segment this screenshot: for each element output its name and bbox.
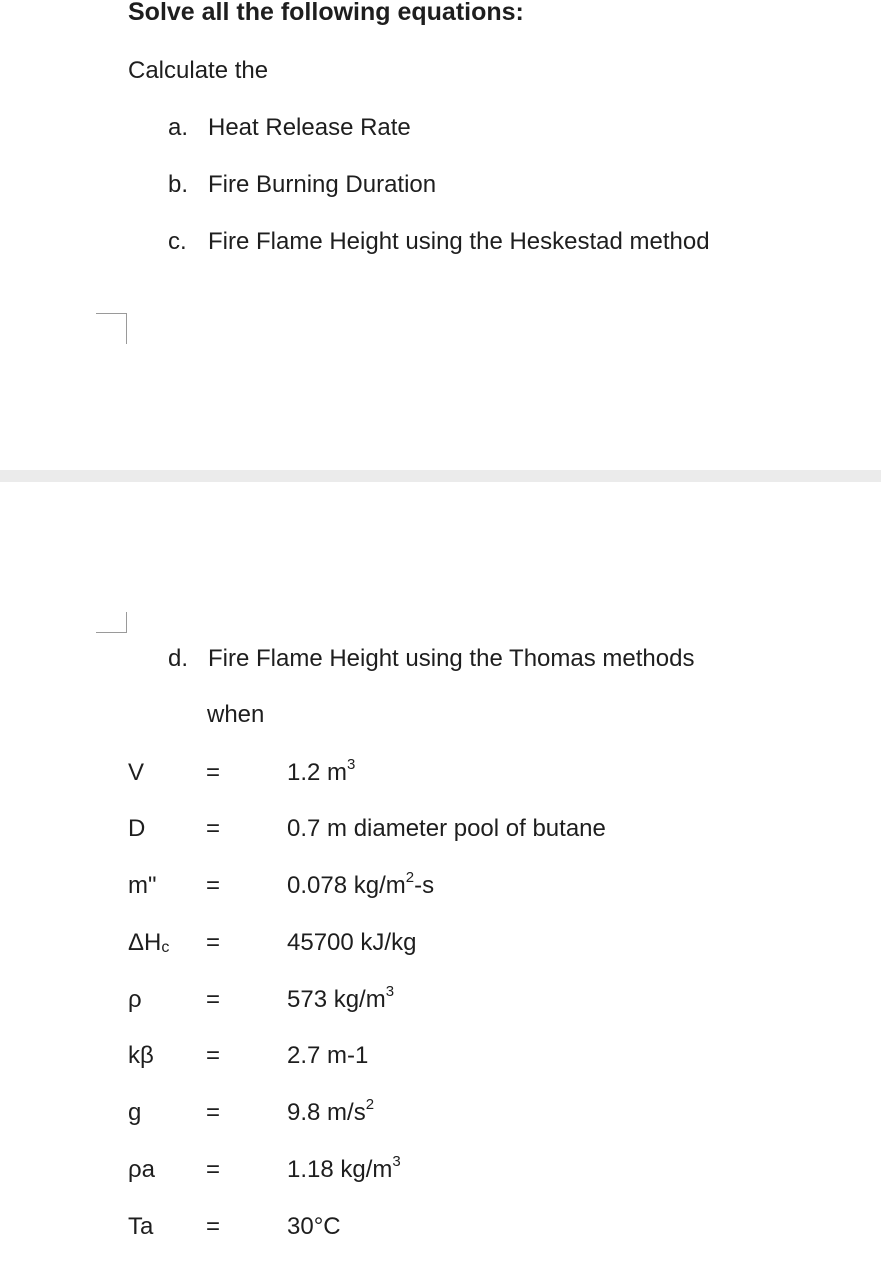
equals-sign: = — [206, 1156, 221, 1183]
equals-sign: = — [206, 929, 221, 956]
list-item-text: Fire Flame Height using the Thomas methods — [208, 645, 695, 672]
value-text: 1.18 kg/m — [287, 1156, 393, 1183]
given-row-v — [0, 756, 881, 799]
list-item-letter: b. — [168, 171, 189, 198]
page-corner-mark-bottom — [96, 612, 127, 633]
given-value: 45700 kJ/kg — [287, 929, 417, 956]
value-text-after: -s — [414, 872, 435, 899]
value-superscript: 3 — [385, 983, 395, 1000]
given-symbol: ρ — [128, 986, 142, 1013]
given-value: 2.7 m-1 — [287, 1042, 369, 1069]
value-text: 573 kg/m — [287, 986, 386, 1013]
equals-sign: = — [206, 1213, 221, 1240]
given-value: 30°C — [287, 1213, 341, 1240]
given-symbol: g — [128, 1099, 142, 1126]
value-text: 1.2 m — [287, 759, 348, 786]
value-superscript: 3 — [347, 756, 356, 773]
list-item-letter: a. — [168, 114, 189, 141]
given-row-kbeta — [0, 1042, 881, 1082]
list-item-letter: c. — [168, 228, 187, 255]
given-symbol — [128, 929, 169, 957]
given-row-air-density — [0, 1153, 881, 1196]
given-symbol: kβ — [128, 1042, 154, 1069]
given-value — [287, 1153, 401, 1184]
given-value — [287, 1096, 375, 1127]
given-row-density — [0, 983, 881, 1026]
equals-sign: = — [206, 1099, 221, 1126]
equals-sign: = — [206, 759, 221, 786]
value-text: 9.8 m/s — [287, 1099, 366, 1126]
list-item-text: Heat Release Rate — [208, 114, 411, 141]
value-superscript: 3 — [392, 1153, 401, 1170]
page-break — [0, 470, 881, 482]
equals-sign: = — [206, 872, 221, 899]
given-value — [287, 983, 395, 1014]
problem-title: Solve all the following equations: — [128, 0, 524, 26]
list-item-text: Fire Burning Duration — [208, 171, 437, 198]
given-row-ambient-temp — [0, 1213, 881, 1253]
given-value: 0.7 m diameter pool of butane — [287, 815, 606, 842]
given-row-gravity — [0, 1096, 881, 1139]
given-row-mass-flux — [0, 869, 881, 912]
page-corner-mark-top — [96, 313, 127, 344]
equals-sign: = — [206, 986, 221, 1013]
symbol-text: ΔH — [128, 929, 162, 956]
list-item-text: Fire Flame Height using the Heskestad method — [208, 228, 710, 255]
given-value — [287, 869, 435, 900]
given-symbol: D — [128, 815, 146, 842]
given-symbol: V — [128, 759, 145, 786]
given-row-d — [0, 815, 881, 855]
equals-sign: = — [206, 815, 221, 842]
given-value — [287, 756, 356, 787]
value-superscript: 2 — [365, 1096, 375, 1113]
value-text: 0.078 kg/m — [287, 872, 406, 899]
when-text: when — [207, 701, 265, 728]
intro-text: Calculate the — [128, 57, 269, 84]
given-symbol: m" — [128, 872, 157, 899]
list-item-letter: d. — [168, 645, 189, 672]
equals-sign: = — [206, 1042, 221, 1069]
symbol-subscript: c — [161, 939, 170, 956]
given-row-heat-of-combustion — [0, 929, 881, 969]
given-symbol: ρa — [128, 1156, 155, 1183]
value-superscript: 2 — [405, 869, 415, 886]
given-symbol: Ta — [128, 1213, 154, 1240]
